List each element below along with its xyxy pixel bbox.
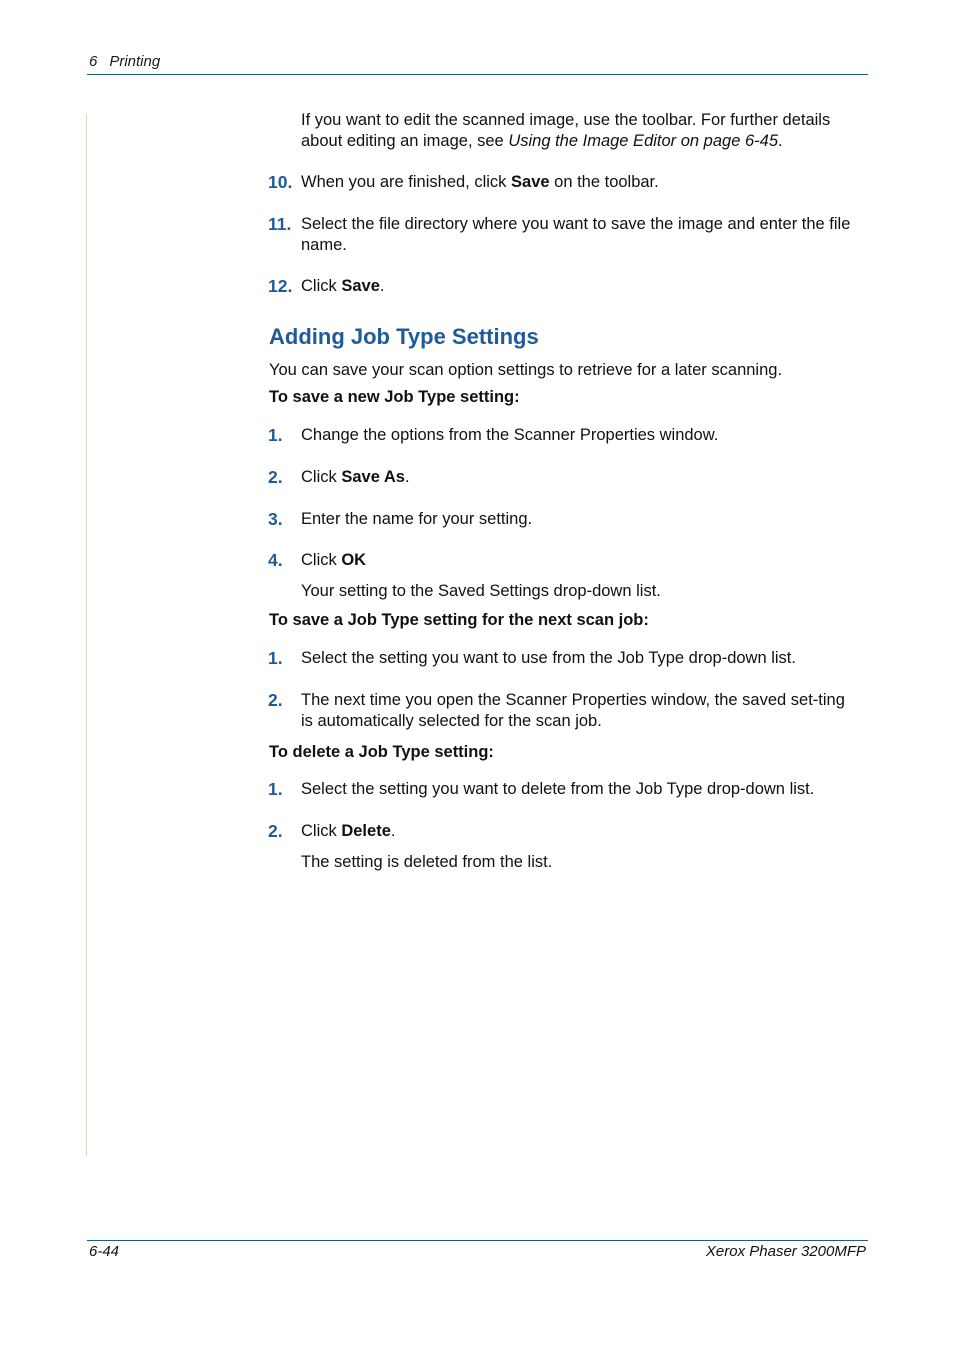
intro-text: If you want to edit the scanned image, use the toolbar. For further details about editing an image, see xyxy=(301,111,831,150)
save-new-subheading: To save a new Job Type setting: xyxy=(269,388,520,406)
delete-step-1 xyxy=(268,779,871,800)
save-new-step-3 xyxy=(268,509,871,530)
save-next-step-2 xyxy=(268,690,858,732)
section-lead: You can save your scan option settings to retrieve for a later scanning. xyxy=(269,361,783,379)
ok-label: OK xyxy=(341,551,367,569)
save-new-note: Your setting to the Saved Settings drop-down list. xyxy=(301,582,661,600)
step-text: Select the setting you want to use from the Job Type drop-down list. xyxy=(301,649,796,667)
section-heading: Adding Job Type Settings xyxy=(269,324,539,349)
step-text: Change the options from the Scanner Properties window. xyxy=(301,426,719,444)
step-text: Click OK xyxy=(301,551,367,569)
step-number: 4. xyxy=(268,550,283,570)
step-10 xyxy=(268,172,871,193)
chapter-number: 6 xyxy=(89,53,98,70)
image-editor-reference: Using the Image Editor on page 6-45 xyxy=(508,132,778,150)
step-text: Enter the name for your setting. xyxy=(301,510,533,528)
delete-subheading: To delete a Job Type setting: xyxy=(269,743,494,761)
save-new-step-1 xyxy=(268,425,871,446)
step-text: Select the file directory where you want to save the image and enter the file name. xyxy=(301,215,851,254)
save-next-subheading: To save a Job Type setting for the next scan job: xyxy=(269,611,649,629)
step-text: When you are finished, click Save on the toolbar. xyxy=(301,173,659,191)
product-name: Xerox Phaser 3200MFP xyxy=(705,1243,866,1260)
delete-label: Delete xyxy=(341,822,391,840)
step-text: Click Save. xyxy=(301,277,385,295)
chapter-title: Printing xyxy=(109,53,161,70)
save-label: Save xyxy=(341,277,380,295)
save-label: Save xyxy=(511,173,550,191)
step-number: 2. xyxy=(268,821,283,841)
step-number: 1. xyxy=(268,425,283,445)
save-next-step-1 xyxy=(268,648,871,669)
header-divider xyxy=(87,74,868,75)
step-number: 1. xyxy=(268,779,283,799)
step-number: 11. xyxy=(268,214,292,234)
step-number: 3. xyxy=(268,509,283,529)
delete-step-2 xyxy=(268,821,871,842)
step-text: Click Save As. xyxy=(301,468,410,486)
footer-divider xyxy=(87,1240,868,1241)
running-header xyxy=(89,53,160,70)
intro-text-end: . xyxy=(778,132,783,150)
step-number: 1. xyxy=(268,648,283,668)
step-12 xyxy=(268,276,871,297)
step-number: 2. xyxy=(268,690,283,710)
step-number: 12. xyxy=(268,276,293,296)
save-new-step-2 xyxy=(268,467,871,488)
page-number: 6-44 xyxy=(89,1243,120,1260)
step-text: Click Delete. xyxy=(301,822,396,840)
margin-rule xyxy=(86,114,87,1156)
step-text: Select the setting you want to delete from the Job Type drop-down list. xyxy=(301,780,815,798)
save-as-label: Save As xyxy=(341,468,405,486)
step-number: 10. xyxy=(268,172,293,192)
step-11 xyxy=(268,214,871,256)
delete-note: The setting is deleted from the list. xyxy=(301,853,553,871)
save-new-step-4 xyxy=(268,550,871,571)
step-number: 2. xyxy=(268,467,283,487)
step-text: The next time you open the Scanner Properties window, the saved set-ting is automatically selected for the scan job. xyxy=(301,691,845,730)
intro-paragraph xyxy=(301,110,871,152)
